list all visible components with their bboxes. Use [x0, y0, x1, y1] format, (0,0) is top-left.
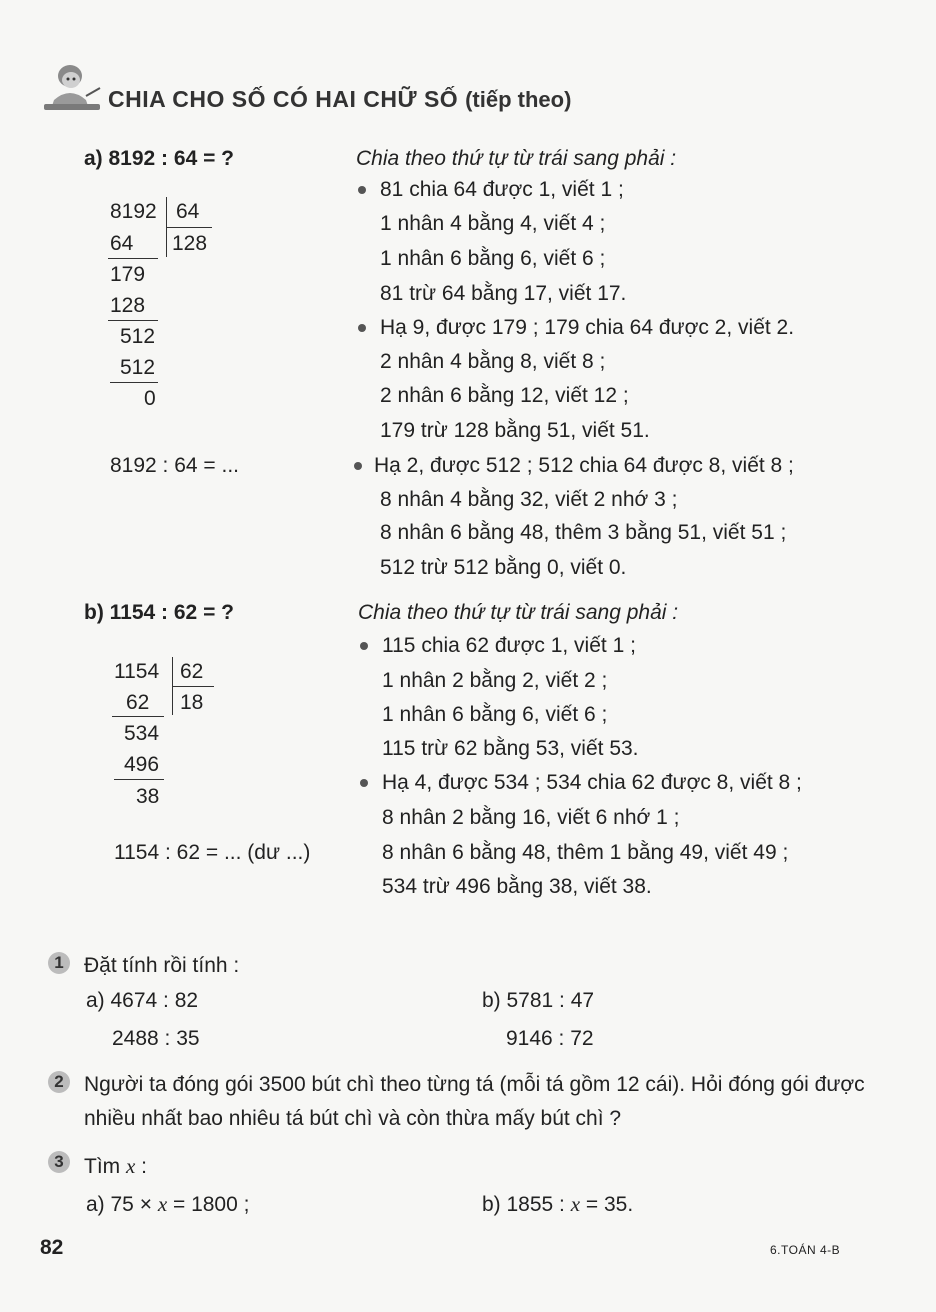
book-code: 6.TOÁN 4-B: [770, 1243, 841, 1257]
exercise-1-prompt: Đặt tính rồi tính :: [84, 954, 240, 977]
division-b-rule: [114, 779, 164, 780]
exercise-3-b: [482, 1192, 633, 1217]
part-b-line: 1 nhân 6 bằng 6, viết 6 ;: [382, 703, 608, 726]
part-a-line: 8 nhân 6 bằng 48, thêm 3 bằng 51, viết 51 ;: [380, 521, 787, 544]
bullet-icon: [360, 779, 368, 787]
part-b-line: 115 chia 62 được 1, viết 1 ;: [382, 634, 636, 657]
part-a-label: a) 8192 : 64 = ?: [84, 147, 235, 170]
division-b-rule: [112, 716, 164, 717]
variable-x: x: [570, 1192, 581, 1216]
division-b-step: 38: [136, 785, 160, 808]
exercise-1-a2: 2488 : 35: [112, 1027, 200, 1050]
division-b-dividend: 1154: [114, 660, 160, 683]
lesson-title-main: CHIA CHO SỐ CÓ HAI CHỮ SỐ: [108, 86, 459, 112]
division-a-step: 512: [120, 325, 156, 348]
bullet-icon: [358, 324, 366, 332]
exercise-3-prompt-text: Tìm: [84, 1155, 121, 1178]
part-b-line: 8 nhân 6 bằng 48, thêm 1 bằng 49, viết 49 ;: [382, 841, 789, 864]
part-a-line: 512 trừ 512 bằng 0, viết 0.: [380, 556, 627, 579]
part-a-line: 81 chia 64 được 1, viết 1 ;: [380, 178, 624, 201]
exercise-number-badge: 2: [48, 1071, 70, 1093]
division-a-dividend: 8192: [110, 200, 157, 223]
exercise-number-badge: 3: [48, 1151, 70, 1173]
exercise-number-badge: 1: [48, 952, 70, 974]
division-a-divisor: 64: [176, 200, 200, 223]
part-a-line: 1 nhân 6 bằng 6, viết 6 ;: [380, 247, 606, 270]
division-b-quotient: 18: [180, 691, 204, 714]
part-a-line: Hạ 9, được 179 ; 179 chia 64 được 2, viết 2.: [380, 316, 795, 339]
exercise-3-b-post: = 35.: [580, 1193, 634, 1216]
division-a-step: 0: [144, 387, 156, 410]
part-a-line: 8 nhân 4 bằng 32, viết 2 nhớ 3 ;: [380, 488, 678, 511]
lesson-title-sub: (tiếp theo): [465, 87, 572, 112]
exercise-3-a-post: = 1800 ;: [167, 1193, 250, 1216]
part-a-line: 81 trừ 64 bằng 17, viết 17.: [380, 282, 627, 305]
exercise-3-b-pre: b) 1855 :: [482, 1193, 571, 1216]
division-a-rule: [110, 382, 158, 383]
division-b-divisor: 62: [180, 660, 204, 683]
division-a-step: 64: [110, 232, 134, 255]
division-a-rule: [108, 258, 158, 259]
division-b-bar: [172, 686, 214, 687]
part-b-line: 8 nhân 2 bằng 16, viết 6 nhớ 1 ;: [382, 806, 680, 829]
exercise-1-b1: b) 5781 : 47: [482, 989, 595, 1012]
division-a-step: 179: [110, 263, 146, 286]
part-a-line: Hạ 2, được 512 ; 512 chia 64 được 8, viết 8 ;: [374, 454, 794, 477]
division-a-quotient: 128: [172, 232, 208, 255]
part-b-line: 1 nhân 2 bằng 2, viết 2 ;: [382, 669, 608, 692]
part-a-line: 2 nhân 4 bằng 8, viết 8 ;: [380, 350, 606, 373]
student-mascot-icon: [40, 60, 104, 114]
part-b-explain-title: Chia theo thứ tự từ trái sang phải :: [358, 601, 679, 624]
page-number: 82: [40, 1236, 64, 1259]
part-b-label: b) 1154 : 62 = ?: [84, 601, 234, 624]
division-a-step: 512: [120, 356, 156, 379]
exercise-2-line: nhiều nhất bao nhiêu tá bút chì và còn thừa mấy bút chì ?: [84, 1107, 622, 1130]
part-a-line: 2 nhân 6 bằng 12, viết 12 ;: [380, 384, 629, 407]
division-a-rule: [108, 320, 158, 321]
part-a-explain-title: Chia theo thứ tự từ trái sang phải :: [356, 147, 677, 170]
variable-x: x: [126, 1154, 136, 1178]
part-b-line: 534 trừ 496 bằng 38, viết 38.: [382, 875, 652, 898]
division-b-step: 496: [124, 753, 160, 776]
lesson-title: [108, 86, 571, 113]
exercise-3-prompt: [84, 1154, 147, 1179]
part-a-line: 179 trừ 128 bằng 51, viết 51.: [380, 419, 650, 442]
division-a-step: 128: [110, 294, 146, 317]
exercise-3-prompt-colon: :: [141, 1155, 148, 1178]
part-b-line: Hạ 4, được 534 ; 534 chia 62 được 8, viết 8 ;: [382, 771, 802, 794]
division-a-bar: [166, 227, 212, 228]
exercise-2-line: Người ta đóng gói 3500 bút chì theo từng tá (mỗi tá gồm 12 cái). Hỏi đóng gói được: [84, 1073, 865, 1096]
division-b-step: 534: [124, 722, 160, 745]
part-a-result: 8192 : 64 = ...: [110, 454, 240, 477]
bullet-icon: [358, 186, 366, 194]
part-b-result: 1154 : 62 = ... (dư ...): [114, 841, 311, 864]
part-b-line: 115 trừ 62 bằng 53, viết 53.: [382, 737, 639, 760]
bullet-icon: [360, 642, 368, 650]
exercise-3-a-pre: a) 75 ×: [86, 1193, 158, 1216]
exercise-1-a1: a) 4674 : 82: [86, 989, 199, 1012]
exercise-1-b2: 9146 : 72: [506, 1027, 594, 1050]
part-a-line: 1 nhân 4 bằng 4, viết 4 ;: [380, 212, 606, 235]
variable-x: x: [157, 1192, 168, 1216]
division-b-step: 62: [126, 691, 150, 714]
exercise-3-a: [86, 1192, 249, 1217]
bullet-icon: [354, 462, 362, 470]
